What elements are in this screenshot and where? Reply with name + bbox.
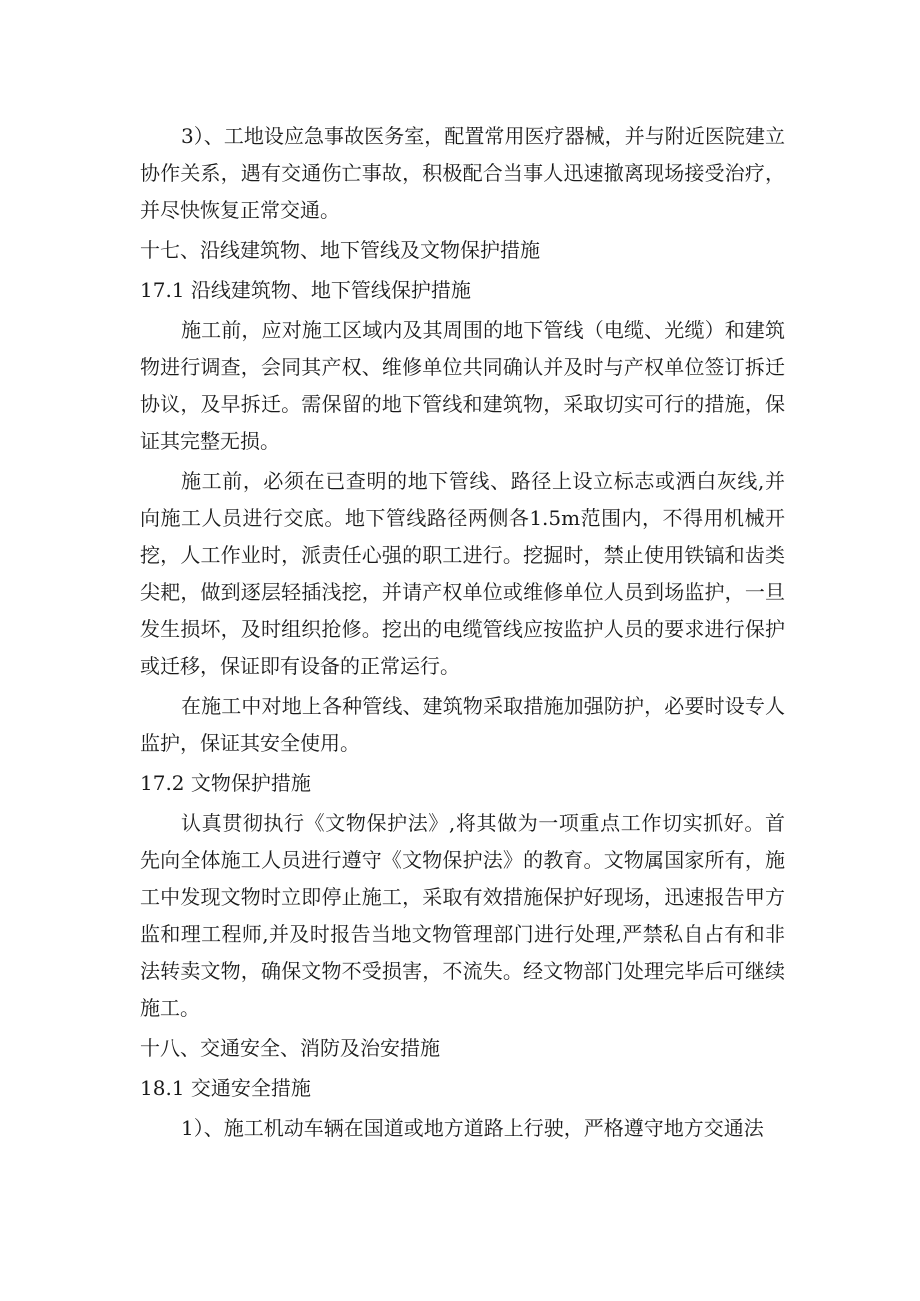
paragraph-above-ground-protection: 在施工中对地上各种管线、建筑物采取措施加强防护，必要时设专人监护，保证其安全使用。 bbox=[140, 694, 785, 755]
paragraph-cultural-relics: 认真贯彻执行《文物保护法》,将其做为一项重点工作切实抓好。首先向全体施工人员进行遵守《文物保护法》的教育。文物属国家所有，施工中发现文物时立即停止施工，采取有效措施保护好现场，迅速报告甲方监和理工程师,并及时报告当地文物管理部门进行处理,严禁私自占有和非法转卖文物，确保文物不受损害，不流失。经文物部门处理完毕后可继续施工。 bbox=[140, 811, 785, 1020]
paragraph-pre-construction-survey: 施工前，应对施工区域内及其周围的地下管线（电缆、光缆）和建筑物进行调查，会同其产权、维修单位共同确认并及时与产权单位签订拆迁协议，及早拆迁。需保留的地下管线和建筑物，采取切实可行的措施，保证其完整无损。 bbox=[140, 318, 785, 453]
section-heading-18: 十八、交通安全、消防及治安措施 bbox=[140, 1036, 440, 1060]
subsection-heading-17-2: 17.2 文物保护措施 bbox=[140, 771, 311, 795]
paragraph-emergency-medical: 3）、工地设应急事故医务室，配置常用医疗器械，并与附近医院建立协作关系，遇有交通伤亡事故，积极配合当事人迅速撤离现场接受治疗，并尽快恢复正常交通。 bbox=[140, 124, 785, 222]
paragraph-pipeline-marking: 施工前，必须在已查明的地下管线、路径上设立标志或洒白灰线,并向施工人员进行交底。地下管线路径两侧各1.5m范围内，不得用机械开挖，人工作业时，派责任心强的职工进行。挖掘时，禁止使用铁镐和齿类尖耙，做到逐层轻插浅挖，并请产权单位或维修单位人员到场监护，一旦发生损坏，及时组织抢修。挖出的电缆管线应按监护人员的要求进行保护或迁移，保证即有设备的正常运行。 bbox=[140, 469, 785, 678]
subsection-heading-18-1: 18.1 交通安全措施 bbox=[140, 1076, 311, 1100]
document-body bbox=[140, 118, 785, 1150]
paragraph-vehicle-traffic: 1）、施工机动车辆在国道或地方道路上行驶，严格遵守地方交通法 bbox=[181, 1116, 764, 1140]
subsection-heading-17-1: 17.1 沿线建筑物、地下管线保护措施 bbox=[140, 278, 471, 302]
section-heading-17: 十七、沿线建筑物、地下管线及文物保护措施 bbox=[140, 238, 540, 262]
